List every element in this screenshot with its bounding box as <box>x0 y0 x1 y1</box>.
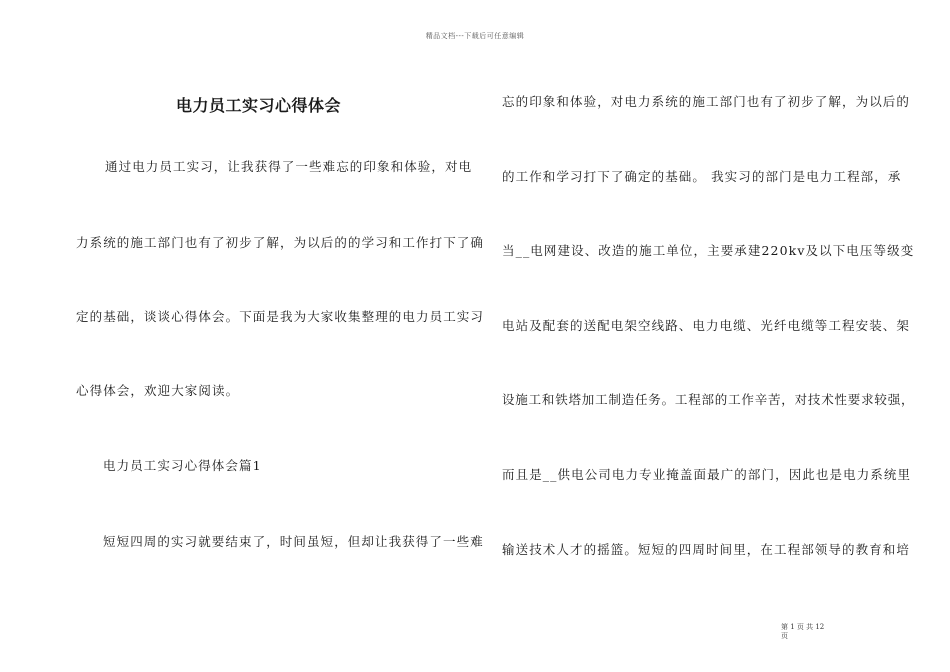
right-line-1: 忘的印象和体验，对电力系统的施工部门也有了初步了解，为以后的 <box>502 94 911 109</box>
page-number-suffix: 页 <box>781 632 788 640</box>
right-line-3: 当__电网建设、改造的施工单位，主要承建220kv及以下电压等级变 <box>502 243 915 258</box>
page-number: 第 1 页 共 12 <box>781 623 825 631</box>
right-line-4: 电站及配套的送配电架空线路、电力电缆、光纤电缆等工程安装、架 <box>502 318 911 333</box>
document-title: 电力员工实习心得体会 <box>176 96 342 115</box>
right-line-5: 设施工和铁塔加工制造任务。工程部的工作辛苦，对技术性要求较强， <box>502 392 915 407</box>
left-line-1: 通过电力员工实习，让我获得了一些难忘的印象和体验，对电 <box>105 159 473 174</box>
left-line-6: 短短四周的实习就要结束了，时间虽短，但却让我获得了一些难 <box>103 534 484 549</box>
page-footer <box>781 623 841 641</box>
right-line-2: 的工作和学习打下了确定的基础。 我实习的部门是电力工程部，承 <box>502 169 902 184</box>
left-line-2: 力系统的施工部门也有了初步了解，为以后的的学习和工作打下了确 <box>76 235 485 250</box>
right-line-6: 而且是__供电公司电力专业掩盖面最广的部门，因此也是电力系统里 <box>502 467 912 482</box>
page-header: 精品文档---下载后可任意编辑 <box>425 32 525 40</box>
section-heading: 电力员工实习心得体会篇1 <box>103 458 262 473</box>
right-line-7: 输送技术人才的摇篮。短短的四周时间里，在工程部领导的教育和培 <box>502 542 911 557</box>
left-line-4: 心得体会，欢迎大家阅读。 <box>76 383 240 398</box>
left-line-3: 定的基础，谈谈心得体会。下面是我为大家收集整理的电力员工实习 <box>76 309 485 324</box>
